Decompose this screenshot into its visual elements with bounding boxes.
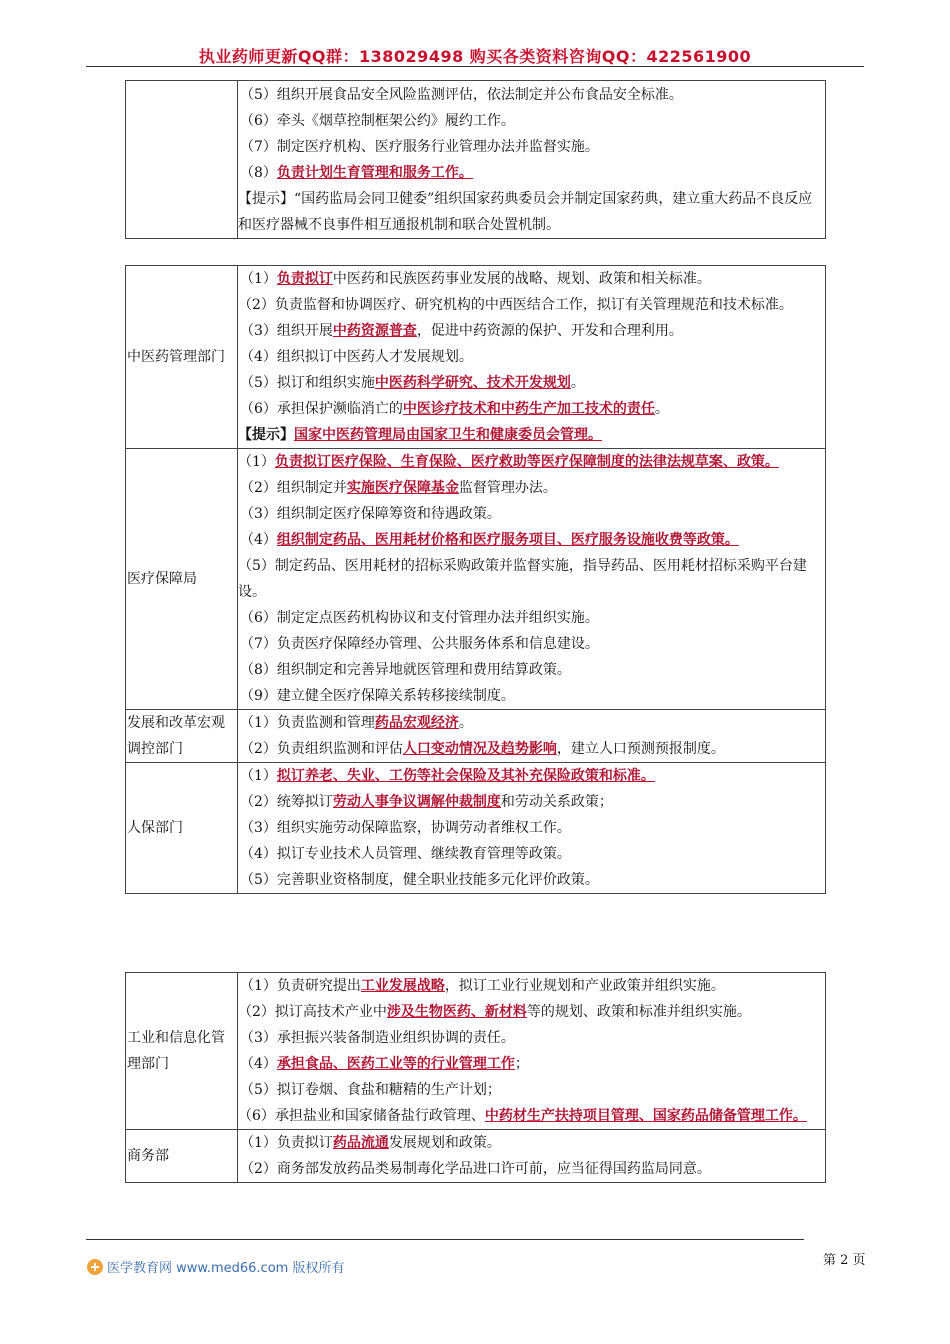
list-item: （5）制定药品、医用耗材的招标采购政策并监督实施，指导药品、医用耗材招标采购平台建设。 (238, 558, 807, 600)
item-text: （1） (240, 768, 277, 784)
highlight-text: 涉及生物医药、新材料 (386, 1004, 527, 1020)
highlight-text: 负责拟订医疗保险、生育保险、医疗救助等医疗保障制度的法律法规草案、政策。 (274, 454, 779, 470)
item-text: 发展规划和政策。 (388, 1135, 501, 1151)
list-item (238, 527, 825, 553)
list-item: （3）承担振兴装备制造业组织协调的责任。 (240, 1030, 515, 1046)
table-departments-2 (125, 972, 826, 1183)
item-text: （2）拟订高技术产业中 (238, 1004, 387, 1020)
item-text: （1）负责研究提出 (240, 978, 361, 994)
highlight-text: 药品宏观经济 (374, 715, 459, 731)
list-item: （7）制定医疗机构、医疗服务行业管理办法并监督实施。 (240, 138, 599, 155)
items-cell (238, 973, 826, 1130)
highlight-text: 工业发展战略 (360, 978, 445, 994)
med66-logo-icon (87, 1259, 103, 1275)
item-text: 和劳动关系政策； (500, 794, 613, 810)
list-item: （6）制定定点医药机构协议和支付管理办法并组织实施。 (240, 610, 599, 626)
list-item: （4）拟订专业技术人员管理、继续教育管理等政策。 (240, 846, 571, 862)
highlight-text: 国家中医药管理局由国家卫生和健康委员会管理。 (294, 427, 602, 443)
footer-logo-text: 医学教育网 www.med66.com 版权所有 (107, 1261, 345, 1276)
highlight-text: 负责拟订 (276, 271, 333, 287)
item-text: ，建立人口预测预报制度。 (556, 741, 725, 757)
items-cell (238, 763, 826, 894)
list-item (238, 318, 825, 344)
items-cell (238, 266, 826, 449)
list-item (238, 266, 825, 292)
highlight-text: 中药资源普查 (332, 323, 417, 339)
highlight-text: 组织制定药品、医用耗材价格和医疗服务项目、医疗服务设施收费等政策。 (276, 532, 739, 548)
highlight-text: 中药材生产扶持项目管理、国家药品储备管理工作。 (484, 1108, 807, 1124)
list-item: （2）商务部发放药品类易制毒化学品进口许可前，应当征得国药监局同意。 (240, 1161, 711, 1177)
item-text: （4） (240, 1056, 277, 1072)
item-text: （6）承担盐业和国家储备盐行政管理、 (238, 1108, 485, 1124)
list-item (238, 370, 825, 396)
item-text: 中医药和民族医药事业发展的战略、规划、政策和相关标准。 (332, 271, 711, 287)
list-item (238, 449, 825, 475)
list-item (238, 1103, 825, 1129)
item-text: （1） (238, 454, 275, 470)
items-cell (238, 710, 826, 763)
item-text: （1） (240, 271, 277, 287)
item-text: 。 (458, 715, 473, 731)
list-item: （3）组织制定医疗保障筹资和待遇政策。 (240, 506, 501, 522)
list-item (238, 1130, 825, 1156)
list-item: （3）组织实施劳动保障监察，协调劳动者维权工作。 (240, 820, 571, 836)
dept-name: 商务部 (126, 1130, 238, 1183)
list-item (238, 736, 825, 762)
item-text: 【提示】 (238, 427, 294, 443)
list-item: （2）负责监督和协调医疗、研究机构的中西医结合工作，拟订有关管理规范和技术标准。 (238, 297, 793, 313)
item-text: ； (514, 1056, 529, 1072)
list-item (238, 999, 825, 1025)
highlight-text: 负责计划生育管理和服务工作。 (276, 164, 473, 181)
highlight-text: 拟订养老、失业、工伤等社会保险及其补充保险政策和标准。 (276, 768, 655, 784)
dept-name: 医疗保障局 (126, 449, 238, 710)
item-text: （3）组织开展 (240, 323, 333, 339)
item-prefix: （8） (240, 164, 277, 181)
list-item: （7）负责医疗保障经办管理、公共服务体系和信息建设。 (240, 636, 599, 652)
header-divider (86, 66, 864, 67)
page-number: 第 2 页 (823, 1253, 866, 1268)
footer-divider (86, 1239, 804, 1240)
dept-name: 工业和信息化管理部门 (126, 973, 238, 1130)
list-item (238, 475, 825, 501)
dept-name: 发展和改革宏观调控部门 (126, 710, 238, 763)
item-text: （1）负责监测和管理 (240, 715, 375, 731)
tip-text: 【提示】“国药监局会同卫健委”组织国家药典委员会并制定国家药典，建立重大药品不良反应和医疗器械不良事件相互通报机制和联合处置机制。 (238, 190, 813, 233)
list-item (238, 396, 825, 422)
footer-logo (87, 1257, 344, 1276)
item-text: 监督管理办法。 (458, 480, 557, 496)
items-cell (238, 1130, 826, 1183)
highlight-text: 劳动人事争议调解仲裁制度 (332, 794, 501, 810)
item-text: （2）统筹拟订 (240, 794, 333, 810)
list-item (238, 763, 825, 789)
list-item: （8）组织制定和完善异地就医管理和费用结算政策。 (240, 662, 571, 678)
item-text: （2）组织制定并 (240, 480, 347, 496)
list-item: （5）组织开展食品安全风险监测评估，依法制定并公布食品安全标准。 (240, 86, 683, 103)
item-text: （5）拟订和组织实施 (240, 375, 375, 391)
dept-name: 中医药管理部门 (126, 266, 238, 449)
item-text: （1）负责拟订 (240, 1135, 333, 1151)
item-text: 等的规划、政策和标准并组织实施。 (526, 1004, 751, 1020)
list-item (238, 710, 825, 736)
list-item (238, 160, 825, 186)
list-item: （9）建立健全医疗保障关系转移接续制度。 (240, 688, 515, 704)
list-item (238, 1051, 825, 1077)
highlight-text: 药品流通 (332, 1135, 389, 1151)
highlight-text: 人口变动情况及趋势影响 (402, 741, 557, 757)
item-text: 。 (570, 375, 585, 391)
table-continuation (125, 80, 826, 239)
item-text: （4） (240, 532, 277, 548)
list-item: （4）组织拟订中医药人才发展规划。 (240, 349, 473, 365)
page-header: 执业药师更新QQ群：138029498 购买各类资料咨询QQ：422561900 (198, 47, 752, 66)
item-text: 。 (654, 401, 669, 417)
highlight-text: 中医诊疗技术和中药生产加工技术的责任 (402, 401, 655, 417)
list-item (238, 789, 825, 815)
dept-name: 人保部门 (126, 763, 238, 894)
item-text: （2）负责组织监测和评估 (240, 741, 403, 757)
list-item: （5）完善职业资格制度，健全职业技能多元化评价政策。 (240, 872, 599, 888)
items-cell (238, 449, 826, 710)
highlight-text: 中医药科学研究、技术开发规划 (374, 375, 571, 391)
list-item (238, 973, 825, 999)
items-cell (238, 81, 826, 239)
dept-cell-empty (126, 81, 238, 239)
table-departments (125, 265, 826, 894)
item-text: （6）承担保护濒临消亡的 (240, 401, 403, 417)
list-item: （6）牵头《烟草控制框架公约》履约工作。 (240, 112, 515, 129)
item-text: ，促进中药资源的保护、开发和合理利用。 (416, 323, 683, 339)
highlight-text: 实施医疗保障基金 (346, 480, 459, 496)
item-text: ，拟订工业行业规划和产业政策并组织实施。 (444, 978, 725, 994)
list-item: （5）拟订卷烟、食盐和糖精的生产计划； (240, 1082, 501, 1098)
highlight-text: 承担食品、医药工业等的行业管理工作 (276, 1056, 515, 1072)
tip-text (238, 422, 825, 448)
